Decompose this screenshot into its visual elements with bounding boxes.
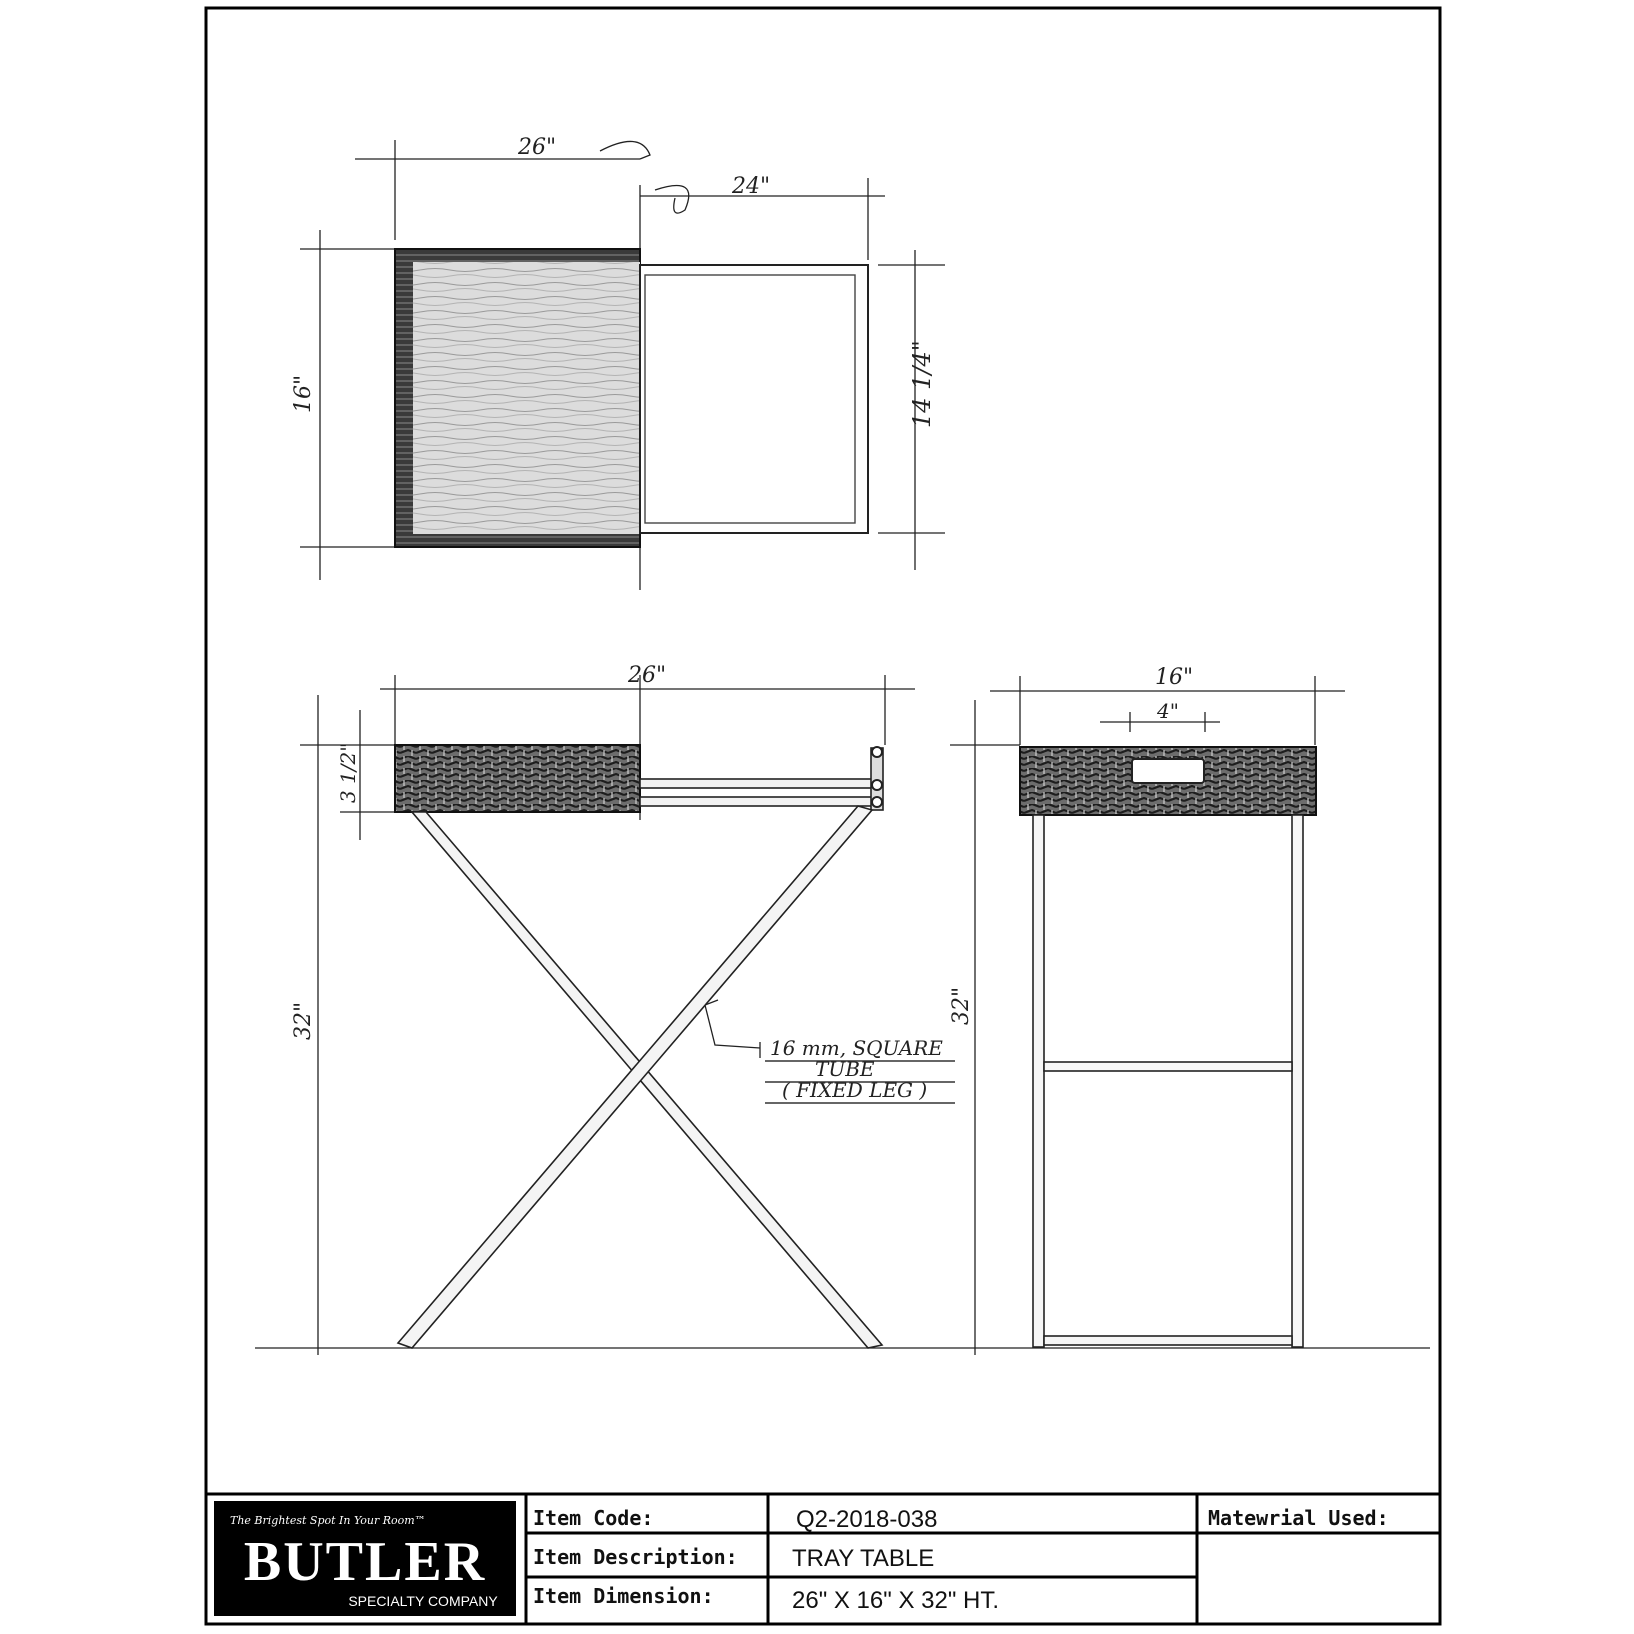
side-leg-left bbox=[1033, 815, 1044, 1347]
front-tray-weave bbox=[395, 745, 640, 812]
extended-frame-outer bbox=[640, 265, 868, 533]
top-view-extended-label: 24" bbox=[732, 174, 771, 199]
side-view-width-label: 16" bbox=[1155, 665, 1194, 690]
side-rail-bottom bbox=[1044, 1336, 1292, 1345]
top-view-width-label: 16" bbox=[291, 374, 316, 413]
item-dimension-label: Item Dimension: bbox=[533, 1584, 714, 1608]
side-view-height-label: 32" bbox=[949, 986, 974, 1025]
title-block bbox=[206, 1494, 1440, 1624]
side-view bbox=[949, 665, 1345, 1355]
hinge-pin-mid bbox=[872, 780, 882, 790]
item-code-label: Item Code: bbox=[533, 1506, 654, 1530]
side-rail-middle bbox=[1044, 1062, 1292, 1071]
item-code-value: Q2-2018-038 bbox=[796, 1506, 938, 1533]
top-view bbox=[291, 135, 945, 590]
leg-note-line-3: ( FIXED LEG ) bbox=[782, 1078, 928, 1102]
item-description-value: TRAY TABLE bbox=[792, 1545, 935, 1572]
tray-top-surface bbox=[413, 262, 640, 534]
item-dimension-value: 26" X 16" X 32" HT. bbox=[792, 1587, 999, 1614]
logo-tagline: The Brightest Spot In Your Room™ bbox=[230, 1514, 426, 1527]
hinge-pin-top bbox=[872, 747, 882, 757]
side-leg-right bbox=[1292, 815, 1303, 1347]
front-view-height-label: 32" bbox=[291, 1001, 316, 1040]
material-label: Matewrial Used: bbox=[1208, 1506, 1389, 1530]
side-tray-handle bbox=[1132, 759, 1204, 783]
leg-note-line-2: TUBE bbox=[815, 1057, 875, 1081]
item-description-label: Item Description: bbox=[533, 1545, 738, 1569]
front-view-length-label: 26" bbox=[628, 663, 667, 688]
front-tray-extension-top bbox=[640, 779, 876, 788]
front-tray-extension-bottom bbox=[640, 797, 876, 806]
front-view-tray-height-label: 3 1/2" bbox=[336, 742, 360, 803]
logo-brand: BUTLER bbox=[243, 1531, 487, 1593]
hinge-pin-bottom bbox=[872, 797, 882, 807]
side-view-handle-label: 4" bbox=[1157, 699, 1179, 723]
leg-note-line-1: 16 mm, SQUARE bbox=[770, 1036, 943, 1060]
top-view-inner-width-label: 14 1/4" bbox=[908, 340, 936, 428]
logo-subtitle: SPECIALTY COMPANY bbox=[348, 1593, 498, 1609]
extended-frame-inner bbox=[645, 275, 855, 523]
top-view-length-label: 26" bbox=[518, 135, 557, 160]
